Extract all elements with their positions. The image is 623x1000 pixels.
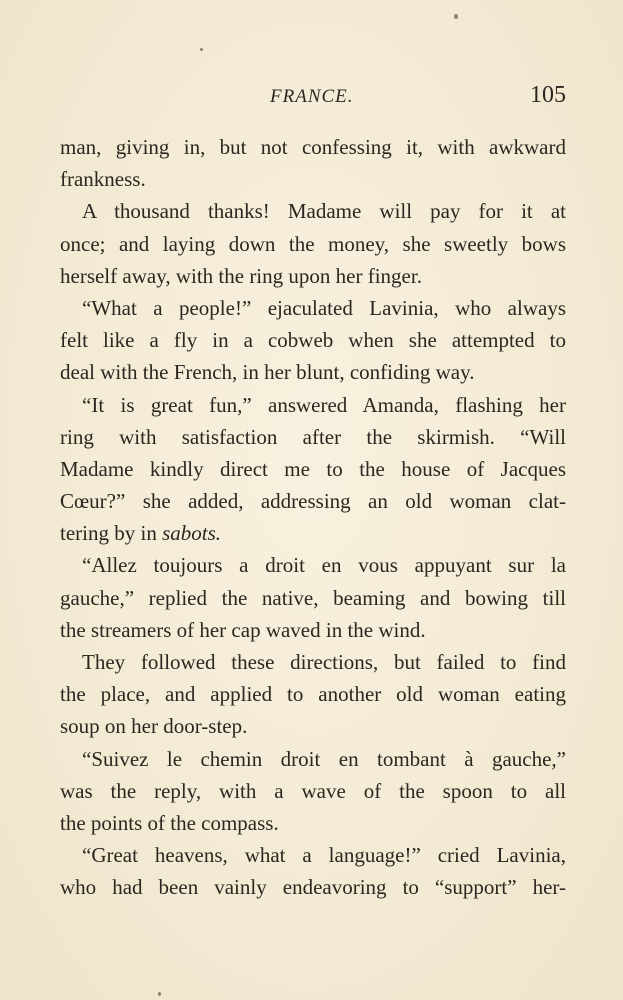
text-line: once; and laying down the money, she sweetly bows [60,231,566,256]
text-line: Cœur?” she added, addressing an old woman clat- [60,489,566,514]
text-line: “Suivez le chemin droit en tombant à gauche,” [82,746,566,771]
text-line: the streamers of her cap waved in the wind. [60,617,426,642]
text-line: soup on her door-step. [60,714,248,739]
running-title: FRANCE. [270,86,354,107]
text-line: They followed these directions, but failed to find [82,650,566,674]
text-line: man, giving in, but not confessing it, with awkward [60,135,566,159]
paper-speck [158,992,161,996]
paper-speck [200,48,203,51]
text-line: “Allez toujours a droit en vous appuyant sur la [82,553,566,578]
body-text [60,131,566,904]
page-header [60,84,566,114]
text-line: “It is great fun,” answered Amanda, flashing her [82,392,566,417]
text-line: who had been vainly endeavoring to “support” her- [60,875,566,900]
text-line: “Great heavens, what a language!” cried Lavinia, [82,843,566,868]
text-line [60,517,566,549]
text-line: ring with satisfaction after the skirmish. “Will [60,424,566,449]
text-line: the place, and applied to another old woman eating [60,682,566,707]
paper-speck [454,14,458,19]
text-line: gauche,” replied the native, beaming and bowing till [60,585,566,610]
text-line: A thousand thanks! Madame will pay for it at [82,199,566,224]
text-line: deal with the French, in her blunt, confiding way. [60,360,475,385]
text-line: herself away, with the ring upon her finger. [60,263,422,288]
page-number: 105 [530,82,566,108]
text-line: frankness. [60,167,146,192]
text-line: felt like a fly in a cobweb when she attempted to [60,328,566,353]
italic-word: sabots. [162,521,222,546]
text-fragment: tering by in [60,521,157,546]
text-line: the points of the compass. [60,810,279,835]
text-line: “What a people!” ejaculated Lavinia, who always [82,295,566,320]
text-line: was the reply, with a wave of the spoon to all [60,778,566,803]
text-line: Madame kindly direct me to the house of Jacques [60,456,566,481]
